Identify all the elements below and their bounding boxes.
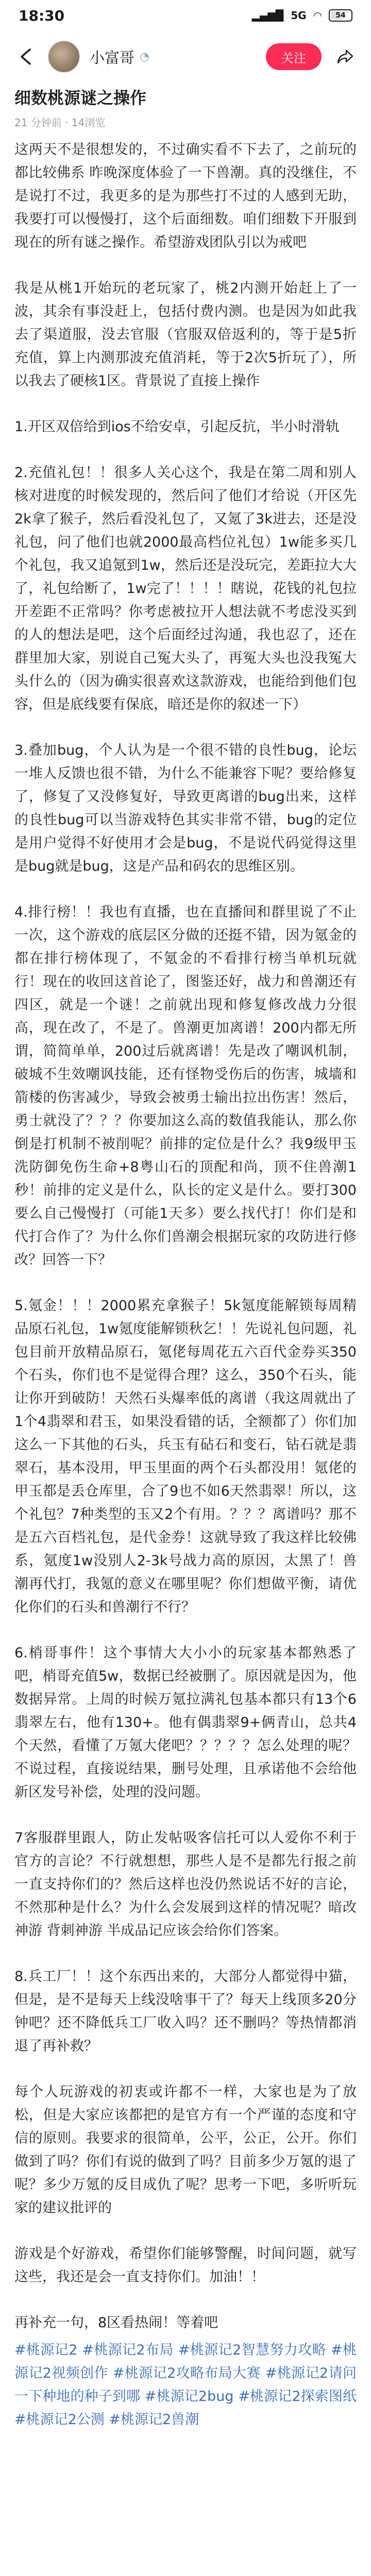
- status-bar: [0, 0, 371, 31]
- paragraph: 每个人玩游戏的初衷或许都不一样，大家也是为了放松，但是大家应该都把的是官方有一个严谨的态度和守信的原则。我要求的很简单，公平，公正，公开。你们做到了吗？你们有说的做到了吗？目前多少万氪的退了呢？多少万氪的反目成仇了呢？思考一下吧，多听听玩家的建议批评的: [14, 2084, 357, 2216]
- paragraph: 5.氪金！！！2000累充拿猴子！5k氪度能解锁每周精品原石礼包，1w氪度能解锁秋乞！！先说礼包问题，礼包目前开放精品原石，氪佬每周花五六百代金券买350个石头，你们也不是觉得合理？这么，350个石头，能让你开到破防！天然石头爆率低的离谱（我这周就出了1个4翡翠和君玉，如果没看错的话，全额都了）你们加这么一下其他的石头，兵玉有砧石和变石，钻石就是翡翠石，基本没用，甲玉里面的两个石头都没用！氪佬的甲玉都是丢仓库里，合了9也不如6天然翡翠！所以，这个礼包？7种类型的玉又2个有用。？？？离谱吗？那不是五六百档礼包，是代金券！这就导致了我这样比较佛系，氪度1w没别人2-3k号战力高的原因，太黑了！兽潮再代打，我氪的意义在哪里呢？你们想做平衡，请优化你们的石头和兽潮行不行？: [14, 1298, 357, 1615]
- verified-icon: ◔: [140, 50, 150, 63]
- paragraph: 1.开区双倍给到ios不给安卓，引起反抗，半小时滑轨: [14, 419, 340, 435]
- signal-icon: ▂▄▆█: [251, 9, 284, 22]
- paragraph: 这两天不是很想发的，不过确实看不下去了，之前玩的都比较佛系 昨晚深度体验了一下兽潮。真的没继住，不是说打不过，我更多的是为那些打不过的人感到无助，我要打可以慢慢打，这个后面细数。咱们细数下开服到现在的所有谜之操作。希望游戏团队引以为戒吧: [14, 142, 357, 250]
- author-info[interactable]: [90, 46, 149, 67]
- paragraph: 6.梢哥事件！这个事情大大小小的玩家基本都熟悉了吧，梢哥充值5w，数据已经被删了。原因就是因为，他数据异常。上周的时候万氪拉满礼包基本都只有13个6翡翠左右，他有130+。他有偶翡翠9+俩青山，总共4个天然，看懂了万氪大佬吧？？？？？怎么处理的呢？不说过程，直接说结果，删号处理，且承诺他不会给他新区发号补偿，处理的没问题。: [14, 1645, 357, 1800]
- back-button[interactable]: [14, 45, 37, 68]
- paragraph: 8.兵工厂！！这个东西出来的，大部分人都觉得中猫，但是，是不是每天上线没啥事干了？每天上线顶多20分钟吧？还不降低兵工厂收入吗？还不删吗？等热情都消退了再补救？: [14, 1969, 357, 2054]
- battery-icon: [329, 9, 352, 22]
- post-body: [14, 138, 357, 2454]
- share-button[interactable]: [334, 45, 357, 68]
- paragraph: 再补充一句，8区看热闹！等着吧: [14, 2315, 218, 2331]
- clock: 18:30: [19, 7, 65, 24]
- post-meta: 21 分钟前 · 14浏览: [14, 116, 106, 129]
- paragraph: 7客服群里跟人，防止发帖吸客信托可以人爱你不利于官方的言论？不行就想想，那些人是不是都先行报之前一直支持你们的？然后这样也没仍然说话不好的言论，不然那种是什么？为什么会发展到这样的情况呢？暗改神游 背刺神游 半成品记应该会给你们答案。: [14, 1830, 357, 1939]
- share-icon: [336, 47, 355, 66]
- top-nav: [0, 31, 371, 82]
- network-label: 5G: [291, 9, 307, 22]
- paragraph: 我是从桃1开始玩的老玩家了，桃2内测开始赶上了一波，其余有事没赶上，包括付费内测。也是因为如此我去了渠道服，没去官服（官服双倍返利的，等于是5折充值，算上内测那波充值消耗，等于2次5折玩了），所以我去了硬核1区。背景说了直接上操作: [14, 280, 357, 389]
- chevron-left-icon: [19, 47, 33, 66]
- battery-level: 54: [335, 11, 346, 20]
- paragraph: 游戏是个好游戏，希望你们能够警醒，时间问题，就写这些，我还是会一直支持你们。加油！！: [14, 2246, 357, 2285]
- paragraph: 2.充值礼包！！很多人关心这个，我是在第二周和别人核对进度的时候发现的，然后问了他们才给说（开区先2k拿了猴子，然后看没礼包了，又氪了3k进去，还是没礼包，问了他们也就2000最高档位礼包）1w能多买几个礼包，我又追氪到1w，然后还是没玩完，差距拉大大了，礼包给断了，1w完了！！！！瞎说，花钱的礼包拉开差距不正常吗？你考虑被拉开人想法就不考虑没买到的人的想法是吧，这个后面经过沟通，我也忍了，还在群里加大家，别说自己冤大头了，再冤大头也没我冤大头什么的（因为确实很喜欢这款游戏，也能给到他们包容，但是底线要有保底，暗还是你的叙述一下）: [14, 465, 357, 713]
- paragraph: 4.排行榜！！我也有直播，也在直播间和群里说了不止一次，这个游戏的底层区分做的还挺不错，因为氪金的都在排行榜体现了，不氪金的不看排行榜当单机玩就行！现在的收回这首论了，图鉴还好，战力和兽潮还有四区，就是一个谜！之前就出现和修复修改战力分很高，现在改了，不是了。兽潮更加离谱！200内都无所谓，简简单单，200过后就离谱！先是改了嘲讽机制，破城不生效嘲讽技能，还有怪物受伤后的伤害，城墙和箭楼的伤害减少，导致会被勇士输出拉出伤害！然后，勇士就没了？？？你要加这么高的数值我能认，那么你倒是打机制不被削呢？前排的定位是什么？我9级甲玉洗防御免伤生命+8粤山石的顶配和尚，顶不住兽潮1秒！前排的定义是什么，队长的定义是什么。要打300要么自己慢慢打（可能1天多）要么找代打！你们是和代打合作了？为什么你们兽潮会根据玩家的攻防进行修改？回答一下？: [14, 904, 357, 1268]
- author-avatar[interactable]: [47, 40, 80, 73]
- post-title: 细数桃源谜之操作: [14, 88, 147, 108]
- paragraph: 3.叠加bug，个人认为是一个很不错的良性bug，论坛一堆人反馈也很不错，为什么不能兼容下呢？要给修复了，修复了又没修复好，导致更离谱的bug出来，这样的良性bug可以当游戏特色其实非常不错，bug的定位是用户觉得不好使用才会是bug，不是说代码觉得这里是bug就是bug，这是产品和码农的思维区别。: [14, 742, 357, 874]
- status-icons: [252, 9, 352, 22]
- author-name: 小富哥: [90, 48, 135, 66]
- hashtag-list[interactable]: #桃源记2 #桃源记2布局 #桃源记2智慧努力攻略 #桃源记2视频创作 #桃源记2攻略布局大赛 #桃源记2请问一下种地的种子到哪 #桃源记2bug #桃源记2探索图纸 #桃源记2公测 #桃源记2兽潮: [14, 2342, 357, 2428]
- wifi-icon: ◠: [313, 9, 322, 22]
- follow-button[interactable]: 关注: [266, 43, 322, 70]
